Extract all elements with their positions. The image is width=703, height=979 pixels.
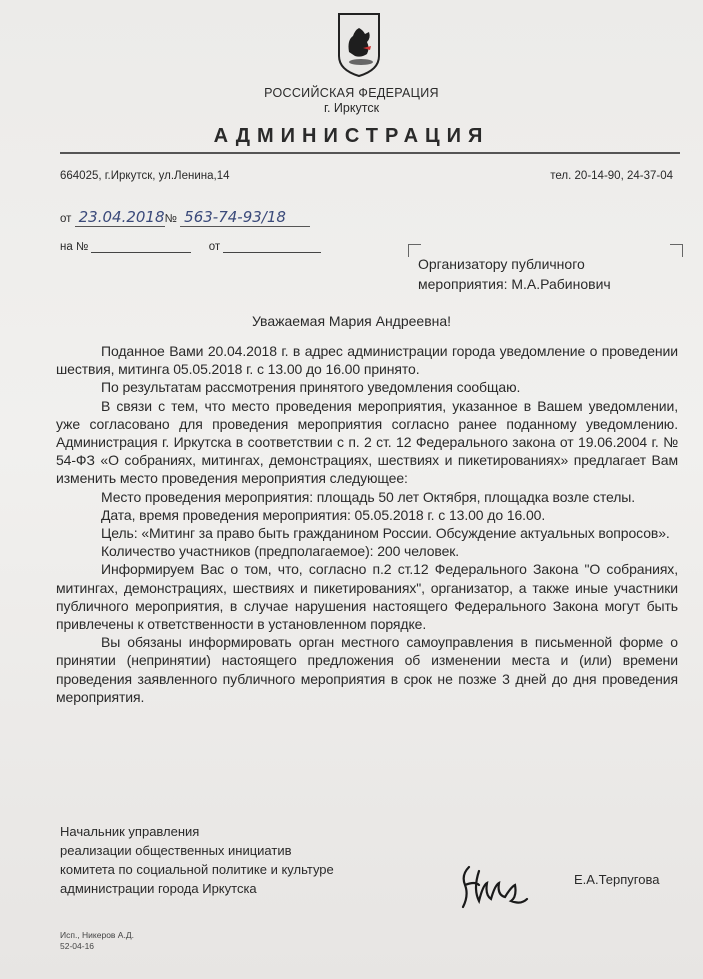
address-corner-right xyxy=(670,244,683,257)
paragraph-6: Цель: «Митинг за право быть гражданином России. Обсуждение актуальных вопросов». xyxy=(101,525,670,542)
paragraph-7: Количество участников (предполагаемое): 200 человек. xyxy=(101,543,460,560)
paragraph-4: Место проведения мероприятия: площадь 50 лет Октября, площадка возле стелы. xyxy=(101,488,636,505)
registration-line xyxy=(60,208,310,227)
reply-date-blank xyxy=(223,240,321,253)
country-name: РОССИЙСКАЯ ФЕДЕРАЦИЯ xyxy=(264,86,439,100)
number-label: № xyxy=(164,213,177,225)
recipient-line-2: мероприятия: М.А.Рабинович xyxy=(418,276,611,292)
paragraph-3: В связи с тем, что место проведения мероприятия, указанное в Вашем уведомлении, уже согласовано для проведения мероприятия согласно ранее поданному уведомлению. Администрация г. Иркутска в соответствии с п. 2 ст. 12 Федерального закона от 19.06.2004 г. № 54-ФЗ «О собраниях, митингах, демонстрациях, шествиях и пикетированиях» предлагает Вам изменить место проведения мероприятия следующее: xyxy=(56,397,678,487)
handwritten-number: 563-74-93/18 xyxy=(180,208,310,227)
recipient-line-1: Организатору публичного xyxy=(418,256,585,272)
coat-of-arms-icon xyxy=(337,12,381,78)
city-name: г. Иркутск xyxy=(323,101,380,115)
executor-name: Исп., Никеров А.Д. xyxy=(60,930,134,940)
signer-name: Е.А.Терпугова xyxy=(574,872,660,887)
recipient-block xyxy=(418,254,611,294)
header-divider xyxy=(60,152,680,154)
salutation: Уважаемая Мария Андреевна! xyxy=(251,313,452,329)
reply-number-blank xyxy=(91,240,191,253)
executor-block xyxy=(60,930,134,952)
paragraph-1: Поданное Вами 20.04.2018 г. в адрес администрации города уведомление о проведении шествия, митинга 05.05.2018 г. с 13.00 до 16.00 принято. xyxy=(56,343,678,378)
handwritten-signature xyxy=(455,855,535,915)
signer-line-2: реализации общественных инициатив xyxy=(60,843,292,858)
signer-line-1: Начальник управления xyxy=(60,824,200,839)
paragraph-9: Вы обязаны информировать орган местного самоуправления в письменной форме о принятии (непринятии) настоящего предложения об изменении места и (или) времени проведения заявленного публичного мероприятия в срок не позже 3 дней до дня проведения мероприятия. xyxy=(56,634,678,705)
paragraph-8: Информируем Вас о том, что, согласно п.2 ст.12 Федерального Закона "О собраниях, митингах, демонстрациях, шествиях и пикетированиях", организатор, а также иные участники публичного мероприятия, в случае нарушения настоящего Федерального Закона могут быть привлечены к ответственности в установленном порядке. xyxy=(56,561,678,633)
organization-address: 664025, г.Иркутск, ул.Ленина,14 xyxy=(60,170,230,182)
paragraph-5: Дата, время проведения мероприятия: 05.05.2018 г. с 13.00 до 16.00. xyxy=(101,506,546,523)
from-label: от xyxy=(60,213,72,225)
organization-phone: тел. 20-14-90, 24-37-04 xyxy=(550,170,673,182)
signer-block xyxy=(60,822,334,898)
reply-reference-line xyxy=(60,240,321,253)
signer-line-4: администрации города Иркутска xyxy=(60,881,257,896)
paragraph-2: По результатам рассмотрения принятого уведомления сообщаю. xyxy=(101,379,521,396)
reply-number-label: на № xyxy=(60,241,89,253)
executor-phone: 52-04-16 xyxy=(60,941,95,951)
handwritten-date: 23.04.2018 xyxy=(75,208,165,227)
signer-line-3: комитета по социальной политике и культуре xyxy=(60,862,334,877)
reply-date-label: от xyxy=(208,241,221,253)
organization-title: АДМИНИСТРАЦИЯ xyxy=(213,125,490,147)
letter-body xyxy=(56,342,678,706)
